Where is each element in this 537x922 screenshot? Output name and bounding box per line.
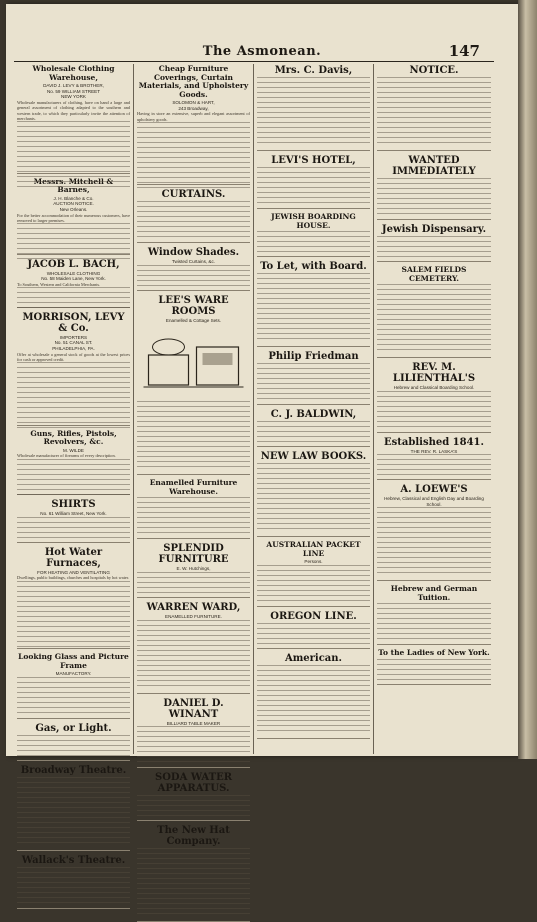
fine-print-lines <box>137 572 250 594</box>
ad-body-copy: To Southern, Western and California Merchants. <box>17 281 101 287</box>
book-page-edge <box>518 0 537 759</box>
advertisement <box>137 825 250 922</box>
fine-print-lines <box>257 463 370 533</box>
ad-heading: WANTED IMMEDIATELY <box>392 155 476 177</box>
fine-print-lines <box>17 362 130 432</box>
ad-heading: Window Shades. <box>147 247 240 259</box>
ad-body-text <box>377 507 491 577</box>
ad-heading: JEWISH BOARDING HOUSE. <box>271 212 356 230</box>
fine-print-lines <box>17 121 130 191</box>
fine-print-lines <box>137 122 250 192</box>
fine-print-lines <box>257 565 370 603</box>
ad-body-text <box>377 603 491 641</box>
ad-body-text <box>377 454 491 476</box>
ad-subline: DAVID J. LEVY & BROTHER, <box>43 83 104 88</box>
ad-body-text <box>17 777 130 847</box>
fine-print-lines <box>377 507 491 577</box>
fine-print-lines <box>137 497 250 535</box>
ad-subline: J. H. Blanche & Co. <box>53 195 94 201</box>
ad-heading: MORRISON, LEVY & Co. <box>22 311 125 334</box>
page-header <box>6 4 518 60</box>
fine-print-lines <box>377 178 491 216</box>
advertisement <box>17 430 130 496</box>
ad-body-text <box>137 572 250 594</box>
ad-subline: M. WILDE <box>63 447 84 453</box>
header-rule <box>14 61 494 62</box>
ad-body-text <box>17 867 130 905</box>
advertisement <box>257 653 370 739</box>
ad-heading: CURTAINS. <box>161 189 226 201</box>
ad-subline: FOR HEATING AND VENTILATING <box>37 569 110 575</box>
advertisement <box>137 295 250 476</box>
fine-print-lines <box>137 201 250 239</box>
advertisement <box>257 155 370 209</box>
ad-body-text <box>257 565 370 603</box>
advertisement <box>17 259 130 308</box>
ad-heading: REV. M. LILIENTHAL'S <box>392 362 476 384</box>
ad-body-text <box>377 284 491 354</box>
ad-body-text <box>17 352 130 422</box>
fine-print-lines <box>17 677 130 715</box>
advertisement <box>137 602 250 694</box>
fine-print-lines <box>137 795 250 817</box>
page-number: 147 <box>448 42 480 60</box>
fine-print-lines <box>17 459 130 497</box>
newspaper-page <box>6 4 518 866</box>
ad-subline: AUCTION NOTICE. <box>53 201 94 207</box>
advertisement <box>137 189 250 243</box>
fine-print-lines <box>17 735 130 757</box>
ad-body-text <box>377 236 491 258</box>
ad-heading: Enamelled Furniture Warehouse. <box>149 478 238 496</box>
advertisement <box>137 65 250 185</box>
ad-body-text <box>17 100 130 170</box>
fine-print-lines <box>137 401 250 471</box>
ad-heading: A. LOEWE'S <box>400 484 468 496</box>
fine-print-lines <box>257 623 370 645</box>
fine-print-lines <box>17 777 130 847</box>
fine-print-lines <box>257 167 370 205</box>
ad-body-text <box>257 665 370 735</box>
ad-subline: NEW YORK <box>61 94 86 100</box>
fine-print-lines <box>137 265 250 287</box>
ad-body-text <box>257 231 370 253</box>
ad-subline: 243 Broadway, <box>178 105 209 111</box>
ad-heading: Gas, or Light. <box>35 722 112 734</box>
ad-body-text <box>377 659 491 681</box>
fine-print-lines <box>17 287 130 309</box>
ad-heading: Philip Friedman <box>268 351 359 362</box>
ad-heading: AUSTRALIAN PACKET LINE <box>266 540 361 558</box>
ad-heading: LEVI'S HOTEL, <box>271 155 356 166</box>
ad-subline: PHILADELPHIA, PA. <box>52 345 95 351</box>
ad-body-text <box>257 421 370 443</box>
ad-body-text <box>17 282 130 304</box>
fine-print-lines <box>17 581 130 651</box>
advertisement <box>257 213 370 257</box>
ad-body-text <box>17 677 130 715</box>
ad-heading: To Let, with Board. <box>260 261 367 272</box>
ad-heading: SHIRTS <box>51 499 96 511</box>
column-2 <box>134 64 254 848</box>
fine-print-lines <box>257 421 370 443</box>
ad-body-text <box>137 265 250 287</box>
advertisement <box>377 155 491 220</box>
advertisement <box>377 484 491 581</box>
ad-body-text <box>257 167 370 205</box>
advertisement <box>257 261 370 347</box>
ad-body-text <box>137 497 250 535</box>
fine-print-lines <box>377 603 491 641</box>
advertisement <box>137 543 250 598</box>
ad-body-text <box>17 213 130 251</box>
ad-heading: Looking Glass and Picture Frame <box>18 652 129 670</box>
ad-heading: JACOB L. BACH, <box>27 258 120 270</box>
advertisement <box>17 547 130 650</box>
ad-body-text <box>257 77 370 147</box>
ad-subline: Hebrew, Classical and English Day and Boarding School. <box>384 496 484 507</box>
ad-subline: No. 58 Maiden Lane, New York. <box>41 276 106 282</box>
ad-body-text <box>17 575 130 645</box>
column-4 <box>374 64 494 754</box>
ad-subline: SOLOMON & HART, <box>172 100 215 105</box>
fine-print-lines <box>377 77 491 147</box>
ad-subline: E. W. Hutchings, <box>176 566 211 572</box>
ad-body-copy: Wholesale manufacturer of firearms of every description. <box>17 453 116 459</box>
ad-heading: WARREN WARD, <box>146 601 241 613</box>
ad-body-copy: For the better accommodation of their numerous customers, have removed to larger premises. <box>17 212 130 223</box>
ad-heading: NOTICE. <box>409 65 459 76</box>
ad-heading: C. J. BALDWIN, <box>270 409 357 420</box>
ad-subline: Twisted Curtains, &c. <box>171 259 216 265</box>
fine-print-lines <box>377 659 491 681</box>
ad-body-text <box>377 391 491 429</box>
ad-heading: Messrs. Mitchell & Barnes, <box>33 176 114 195</box>
ad-heading: SPLENDID FURNITURE <box>158 543 229 566</box>
fine-print-lines <box>17 223 130 261</box>
fine-print-lines <box>137 620 250 690</box>
column-3 <box>254 64 374 754</box>
advertisement <box>257 409 370 447</box>
fine-print-lines <box>257 363 370 401</box>
advertisement <box>17 653 130 719</box>
ad-subline: No. 51 CANAL ST. <box>54 340 93 346</box>
ad-heading: To the Ladies of New York. <box>378 648 490 658</box>
ad-heading: Hebrew and German Tuition. <box>390 584 478 602</box>
ad-body-text <box>137 848 250 918</box>
ad-body-text <box>257 273 370 343</box>
ad-body-text <box>137 201 250 239</box>
ad-heading: Wholesale Clothing Warehouse, <box>32 64 115 82</box>
advertisement <box>17 499 130 543</box>
fine-print-lines <box>17 867 130 905</box>
ad-heading: Established 1841. <box>384 436 484 448</box>
ad-heading: SODA WATER APPARATUS. <box>154 772 233 795</box>
ad-body-text <box>137 620 250 690</box>
advertisement <box>377 437 491 481</box>
ad-body-text <box>137 726 250 764</box>
advertisement-columns <box>14 64 494 866</box>
ad-body-text <box>137 401 250 471</box>
fine-print-lines <box>377 236 491 258</box>
advertisement <box>377 65 491 151</box>
advertisement <box>17 65 130 174</box>
ad-subline: BILLIARD TABLE MAKER <box>166 720 221 726</box>
ad-subline: No. 61 William Street, New York. <box>40 511 107 517</box>
ad-subline: No. 59 WILLIAM STREET <box>46 88 101 94</box>
advertisement <box>17 312 130 426</box>
ad-heading: American. <box>284 652 343 664</box>
ad-heading: OREGON LINE. <box>270 610 357 622</box>
advertisement <box>17 855 130 909</box>
advertisement <box>257 65 370 151</box>
ad-heading: Jewish Dispensary. <box>381 224 487 235</box>
ad-body-text <box>17 735 130 757</box>
advertisement <box>377 266 491 358</box>
ad-subline: IMPORTERS <box>59 334 88 340</box>
furniture-illustration <box>137 325 250 395</box>
advertisement <box>137 772 250 821</box>
ad-body-text <box>377 77 491 147</box>
ad-subline: Persons. <box>304 559 323 564</box>
ad-heading: The New Hat Company. <box>157 825 230 848</box>
ad-body-text <box>17 517 130 539</box>
ad-heading: Guns, Rifles, Pistols, Revolvers, &c. <box>30 428 117 447</box>
ad-subline: MANUFACTORY. <box>55 671 92 677</box>
advertisement <box>377 224 491 262</box>
fine-print-lines <box>257 231 370 253</box>
ad-subline: ENAMELLED FURNITURE. <box>165 613 222 619</box>
advertisement <box>17 765 130 851</box>
ad-heading: Hot Water Furnaces, <box>44 546 103 569</box>
masthead-title: The Asmonean. <box>202 44 322 59</box>
advertisement <box>257 451 370 537</box>
fine-print-lines <box>137 848 250 918</box>
fine-print-lines <box>17 517 130 539</box>
advertisement <box>257 611 370 649</box>
ad-subline: Enamelled & Cottage Sets. <box>165 317 222 323</box>
column-1 <box>14 64 134 866</box>
advertisement <box>257 351 370 405</box>
ad-heading: LEE'S WARE ROOMS <box>158 294 229 317</box>
advertisement <box>377 649 491 685</box>
ad-heading: DANIEL D. WINANT <box>163 697 224 720</box>
advertisement <box>137 247 250 291</box>
advertisement <box>17 723 130 761</box>
ad-body-copy: Wholesale manufacturers of clothing, have on hand a large and general assortment of clothing adapted to the southern and western trade, to which they particularly invite the attention of merchants. <box>17 99 130 121</box>
ad-heading: Mrs. C. Davis, <box>274 65 353 76</box>
fine-print-lines <box>377 391 491 429</box>
fine-print-lines <box>377 284 491 354</box>
ad-body-text <box>137 111 250 181</box>
fine-print-lines <box>257 665 370 735</box>
ad-heading: NEW LAW BOOKS. <box>260 451 367 462</box>
advertisement <box>377 585 491 645</box>
fine-print-lines <box>137 726 250 764</box>
ad-subline: WHOLESALE CLOTHING <box>46 270 101 276</box>
ad-body-copy: Offer at wholesale a general stock of goods at the lowest prices for cash or approved credit. <box>17 351 130 362</box>
ad-subline: New Orleans. <box>59 206 88 212</box>
ad-heading: SALEM FIELDS CEMETERY. <box>401 265 467 283</box>
advertisement <box>377 362 491 433</box>
ad-body-copy: Having in store an extensive, superb and elegant assortment of upholstery goods. <box>137 111 250 122</box>
ad-body-text <box>257 363 370 401</box>
ad-heading: Broadway Theatre. <box>20 764 127 776</box>
ad-heading: Cheap Furniture Coverings, Curtain Materials, and Upholstery Goods. <box>138 64 249 99</box>
advertisement <box>137 698 250 769</box>
ad-body-text <box>257 623 370 645</box>
fine-print-lines <box>257 77 370 147</box>
ad-body-text <box>257 463 370 533</box>
advertisement <box>257 541 370 607</box>
ad-body-text <box>377 178 491 216</box>
advertisement <box>137 479 250 539</box>
ad-body-text <box>17 453 130 491</box>
ad-subline: THE REV. R. LASKA'S <box>410 448 458 454</box>
ad-body-text <box>137 795 250 817</box>
fine-print-lines <box>377 454 491 476</box>
ad-body-copy: Dwellings, public buildings, churches and hospitals by hot water. <box>17 575 130 581</box>
ad-heading: Wallack's Theatre. <box>21 854 126 866</box>
fine-print-lines <box>257 273 370 343</box>
ad-subline: Hebrew and Classical Boarding School. <box>393 385 475 390</box>
